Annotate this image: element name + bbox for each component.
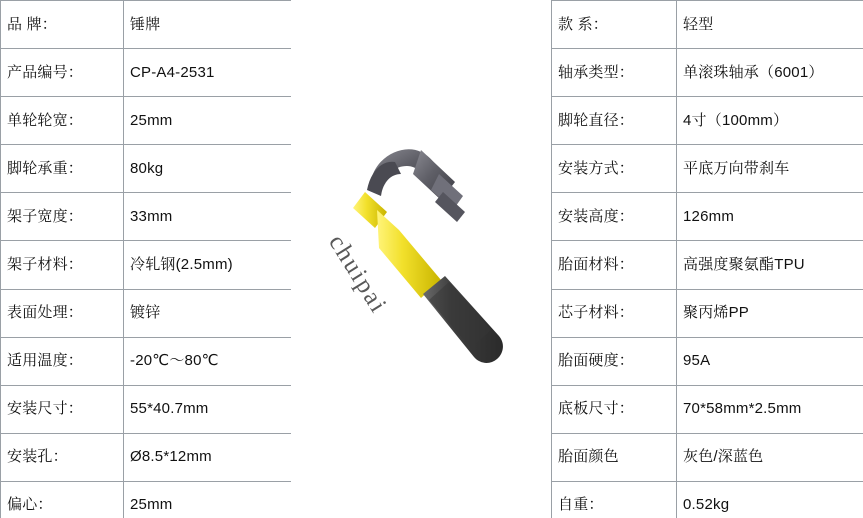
table-row [552,481,863,518]
row-key: 款 系： [552,1,677,49]
row-key: 产品编号： [1,49,124,97]
table-row [552,241,863,289]
row-key: 架子材料： [1,241,124,289]
table-row [552,49,863,97]
row-key: 自重： [552,481,677,518]
row-value: 126mm [677,193,863,241]
row-value: 4寸（100mm） [677,97,863,145]
row-value: CP-A4-2531 [124,49,315,97]
left-spec-table [0,0,315,518]
row-value: 70*58mm*2.5mm [677,385,863,433]
row-key: 安装方式： [552,145,677,193]
row-value: 平底万向带刹车 [677,145,863,193]
row-key: 脚轮直径： [552,97,677,145]
row-key: 架子宽度： [1,193,124,241]
row-value: Ø8.5*12mm [124,433,315,481]
right-spec-table [551,0,863,518]
row-key: 安装高度： [552,193,677,241]
row-key: 轴承类型： [552,49,677,97]
row-value: 高强度聚氨酯TPU [677,241,863,289]
row-key: 脚轮承重： [1,145,124,193]
table-row [1,289,315,337]
table-row [552,97,863,145]
row-value: 0.52kg [677,481,863,518]
row-value: 轻型 [677,1,863,49]
row-value: 25mm [124,481,315,518]
table-row [1,145,315,193]
row-key: 品 牌： [1,1,124,49]
table-row [1,433,315,481]
row-key: 安装尺寸： [1,385,124,433]
table-row [1,385,315,433]
row-key: 安装孔： [1,433,124,481]
table-row [1,97,315,145]
row-key: 适用温度： [1,337,124,385]
product-image-panel [291,0,550,518]
row-key: 胎面硬度： [552,337,677,385]
table-row [1,193,315,241]
table-row [552,145,863,193]
row-key: 表面处理： [1,289,124,337]
row-key: 偏心： [1,481,124,518]
table-row [552,1,863,49]
row-key: 单轮轮宽： [1,97,124,145]
row-value: 33mm [124,193,315,241]
table-row [552,289,863,337]
row-value: 镀锌 [124,289,315,337]
row-value: 聚丙烯PP [677,289,863,337]
row-value: 锤牌 [124,1,315,49]
row-key: 胎面材料： [552,241,677,289]
table-row [552,385,863,433]
table-row [552,337,863,385]
row-value: 单滚珠轴承（6001） [677,49,863,97]
row-key: 芯子材料： [552,289,677,337]
row-value: 55*40.7mm [124,385,315,433]
table-row [552,193,863,241]
table-row [1,481,315,518]
table-row [1,241,315,289]
row-key: 底板尺寸： [552,385,677,433]
row-value: -20℃～80℃ [124,337,315,385]
row-value: 25mm [124,97,315,145]
row-key: 胎面颜色 [552,433,677,481]
table-row [1,1,315,49]
table-row [1,337,315,385]
row-value: 80kg [124,145,315,193]
row-value: 冷轧钢(2.5mm) [124,241,315,289]
table-row [552,433,863,481]
table-row [1,49,315,97]
watermark-text: chuipai [323,230,393,319]
row-value: 95A [677,337,863,385]
row-value: 灰色/深蓝色 [677,433,863,481]
